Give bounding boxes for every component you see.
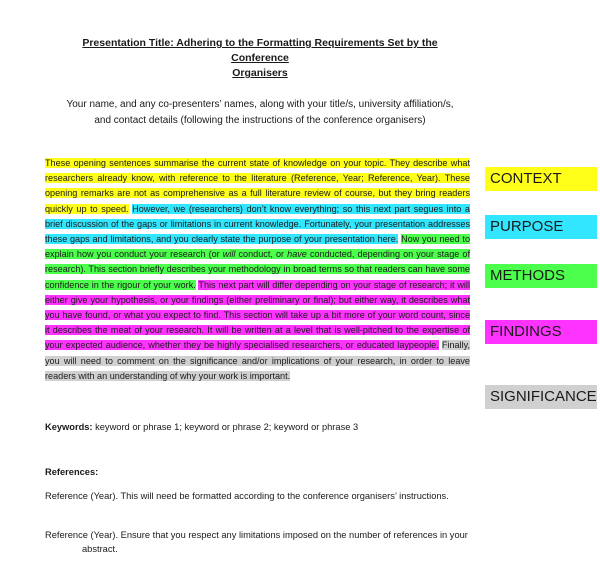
methods-text-a: Now you need to explain how you conduct your research (or [45, 234, 471, 260]
keywords-label: Keywords: [45, 422, 93, 432]
significance-section: Finally, you will need to comment on the significance and/or implications of your research, in order to leave readers with an understanding of why your work is important. [45, 340, 470, 381]
findings-section: This next part will differ depending on your stage of research; it will either give your hypothesis, or your findings (either preliminary or final); but either way, it describes what you have found, or what you expect to find. This section will take up a bit more of your word count, since it describes the meat of your research. It will be written at a level that is well-pitched to the expertise of your expected audience, whether they be highly specialised researchers, or educated laypeople. [45, 279, 470, 351]
references-heading: References: [45, 467, 99, 477]
reference-item-1: Reference (Year). This will need be formatted according to the conference organisers’ instructions. [45, 491, 449, 501]
label-context: CONTEXT [485, 167, 597, 191]
authors-line-2: and contact details (following the instructions of the conference organisers) [94, 115, 426, 126]
title-line-2: Organisers [232, 67, 288, 79]
title-line-1: Presentation Title: Adhering to the Formatting Requirements Set by the Conference [82, 37, 438, 64]
abstract-body [45, 156, 470, 384]
presentation-title [55, 36, 465, 81]
methods-have-italic: have [287, 249, 307, 260]
keywords-text: keyword or phrase 1; keyword or phrase 2; keyword or phrase 3 [92, 422, 359, 432]
methods-text-b: conduct, or [235, 249, 288, 260]
label-purpose: PURPOSE [485, 215, 597, 239]
authors-line-1: Your name, and any co-presenters’ names, along with your title/s, university affiliation/s, [66, 99, 454, 110]
methods-text-c: conducted, depending on your stage of research). This section briefly describes your methodology in broad terms so that readers can have some confidence in the rigour of your work. [45, 249, 470, 290]
purpose-section: However, we (researchers) don’t know everything; so this next part segues into a brief discussion of the gaps or limitations in current knowledge. Fortunately, your presentation addresses these gaps and limitations, and you clearly state the purpose of your presentation here. [45, 203, 470, 245]
keywords-line [45, 420, 475, 434]
author-details [45, 97, 475, 129]
label-significance: SIGNIFICANCE [485, 385, 597, 409]
label-methods: METHODS [485, 264, 597, 288]
methods-will-italic: will [222, 249, 236, 260]
context-section: These opening sentences summarise the current state of knowledge on your topic. They describe what researchers already know, with reference to the literature (Reference, Year; Reference, Year). These opening remarks are not as comprehensive as a full literature review of course, but they bring readers quickly up to speed. [45, 158, 470, 214]
label-findings: FINDINGS [485, 320, 597, 344]
reference-item-2: Reference (Year). Ensure that you respect any limitations imposed on the number of references in your abstract. [45, 530, 468, 554]
